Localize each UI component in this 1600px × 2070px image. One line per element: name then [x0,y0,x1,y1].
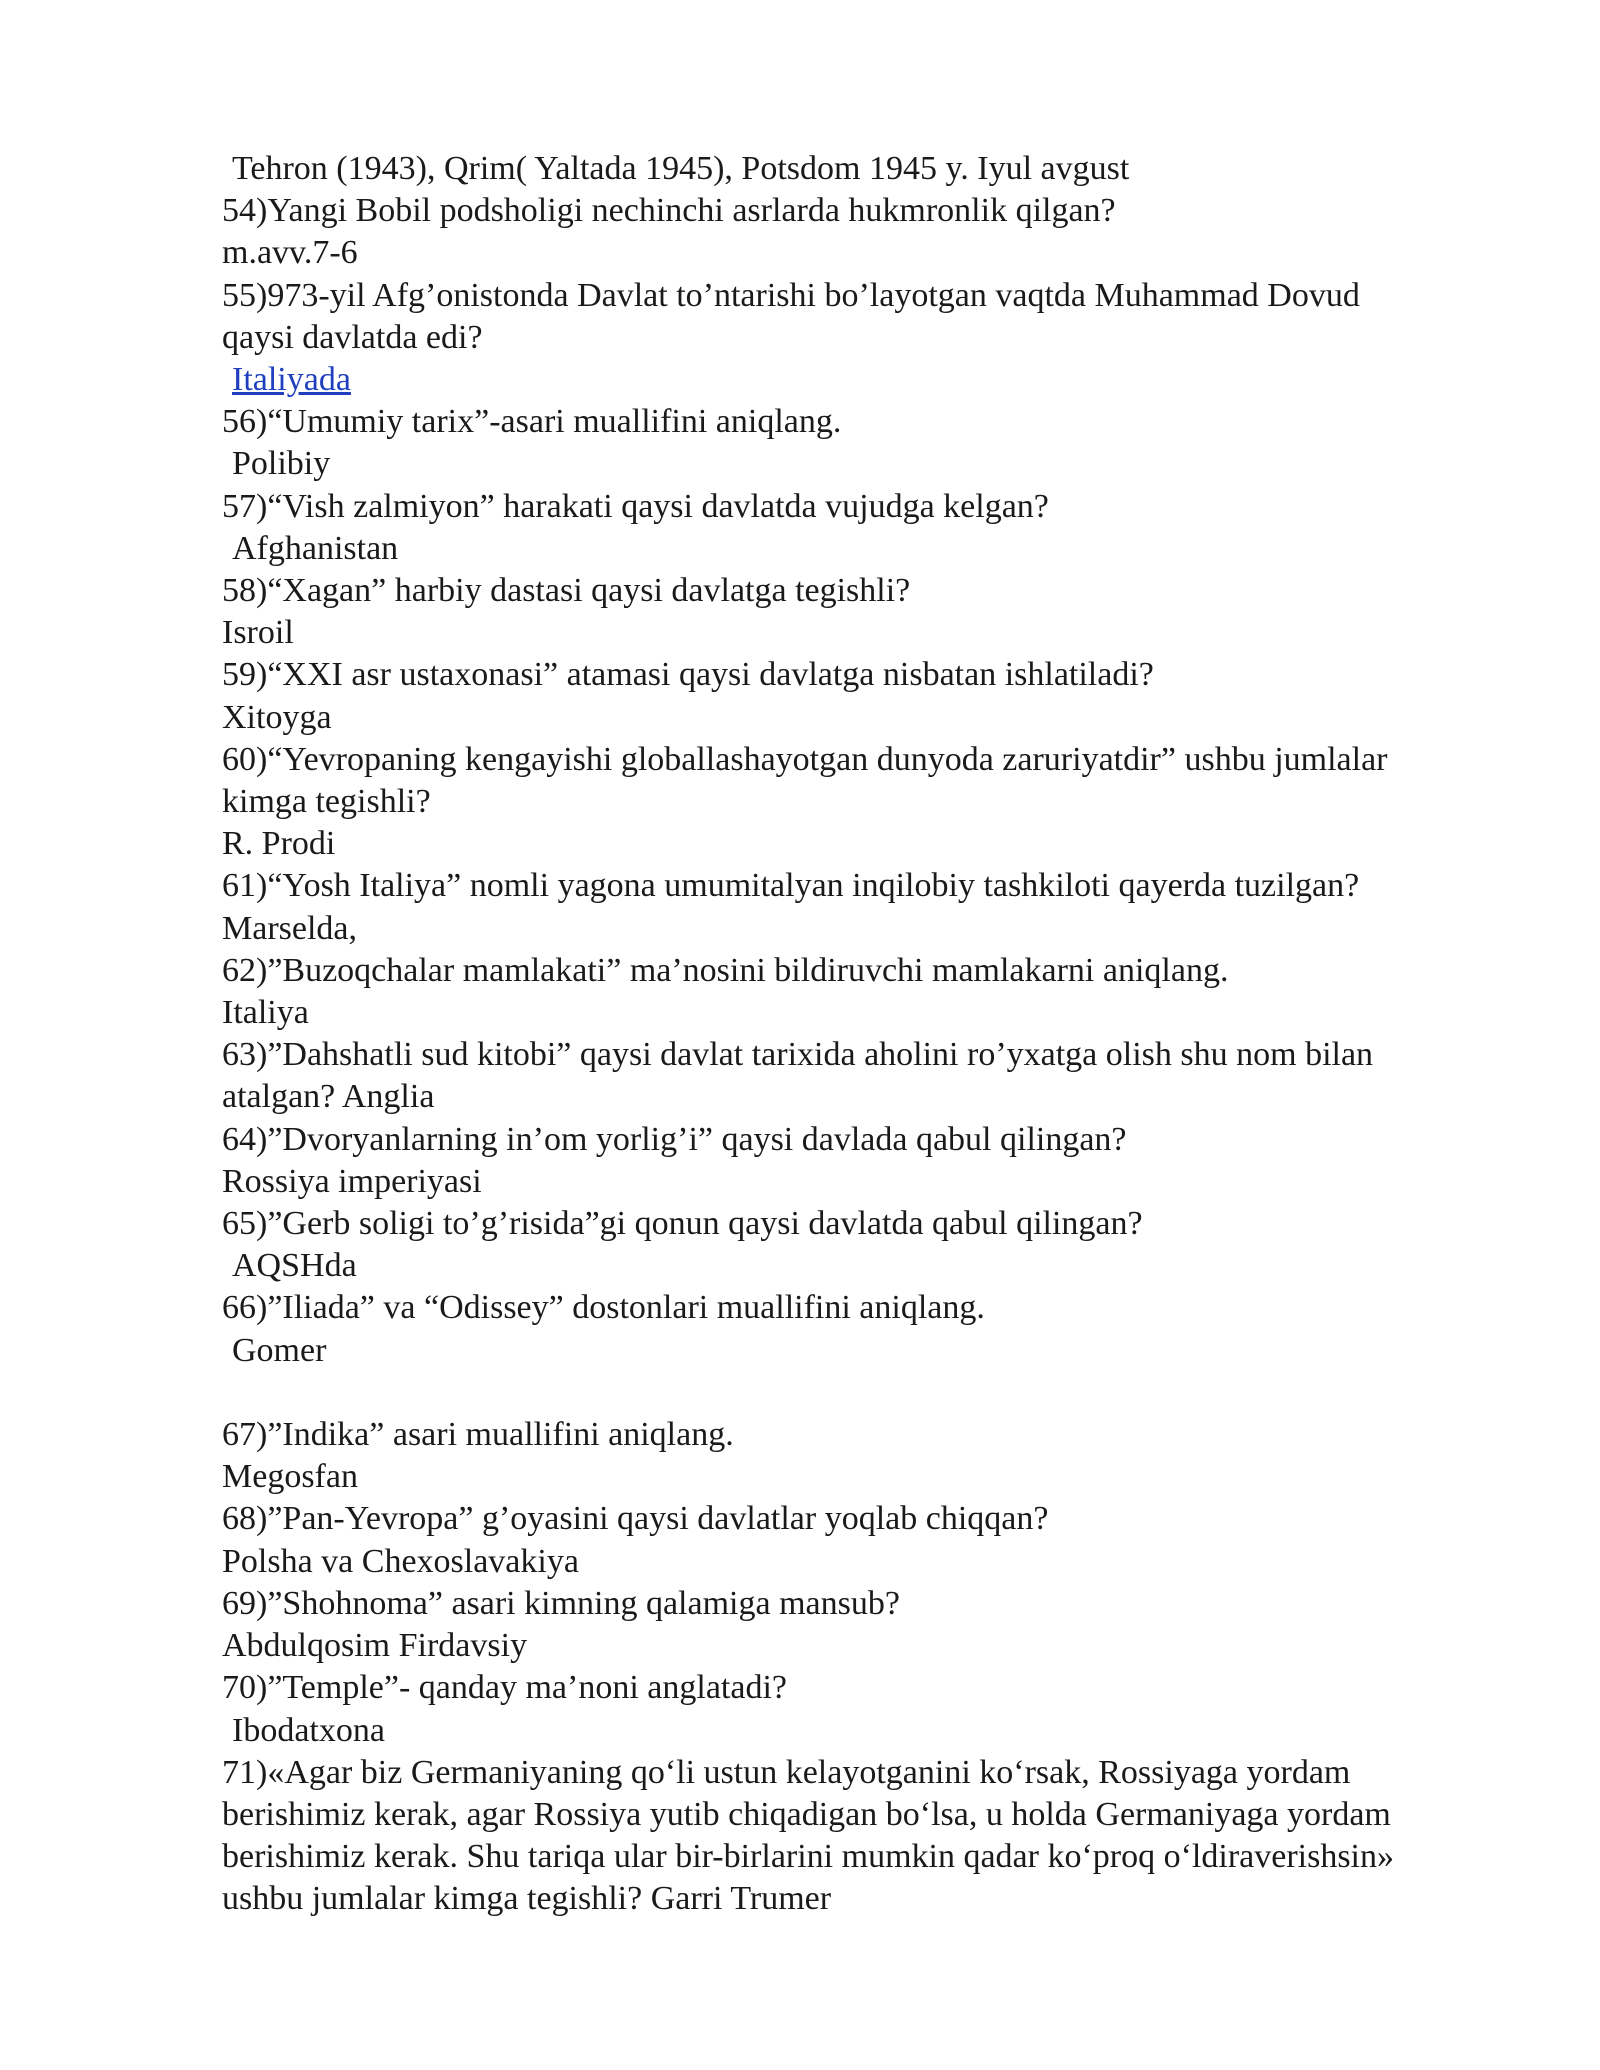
question-line: 61)“Yosh Italiya” nomli yagona umumitalyan inqilobiy tashkiloti qayerda tuzilgan? [222,867,1360,905]
text-line: Isroil [222,614,294,652]
text-line: Rossiya imperiyasi [222,1162,482,1200]
question-line: 62)”Buzoqchalar mamlakati” ma’nosini bildiruvchi mamlakarni aniqlang. [222,951,1229,989]
document-page [222,148,1522,1921]
question-line: 65)”Gerb soligi to’g’risida”gi qonun qaysi davlatda qabul qilingan? [222,1205,1143,1243]
question-line: 63)”Dahshatli sud kitobi” qaysi davlat tarixida aholini ro’yxatga olish shu nom bilan [222,1036,1374,1074]
question-line: 56)“Umumiy tarix”-asari muallifini aniqlang. [222,403,842,441]
text-line: Tehron (1943), Qrim( Yaltada 1945), Potsdom 1945 y. Iyul avgust [232,150,1130,187]
text-line: Polsha va Chexoslavakiya [222,1542,579,1580]
text-line: AQSHda [232,1247,357,1285]
text-line: Abdulqosim Firdavsiy [222,1627,528,1665]
question-line: 71)«Agar biz Germaniyaning qo‘li ustun kelayotganini ko‘rsak, Rossiyaga yordam [222,1753,1351,1791]
text-line: Afghanistan [232,529,399,567]
question-line: 69)”Shohnoma” asari kimning qalamiga mansub? [222,1584,900,1622]
text-line: kimga tegishli? [222,783,431,821]
document-lines [222,148,1522,1921]
question-line: 64)”Dvoryanlarning in’om yorlig’i” qaysi davlada qabul qilingan? [222,1120,1127,1158]
question-line: 58)“Xagan” harbiy dastasi qaysi davlatga tegishli? [222,572,911,610]
question-line: 70)”Temple”- qanday ma’noni anglatadi? [222,1669,787,1707]
text-line: Marselda, [222,909,358,947]
question-line: 66)”Iliada” va “Odissey” dostonlari muallifini aniqlang. [222,1289,985,1327]
text-line: Ibodatxona [232,1711,385,1749]
text-line: Megosfan [222,1458,358,1496]
text-line: Italiya [222,994,309,1032]
answer-line [222,359,1522,401]
question-line: 55)973-yil Afg’onistonda Davlat to’ntarishi bo’layotgan vaqtda Muhammad Dovud [222,276,1360,314]
text-line: Xitoyga [222,698,332,736]
blank-line [222,1372,1522,1414]
text-line: berishimiz kerak, agar Rossiya yutib chiqadigan bo‘lsa, u holda Germaniyaga yordam [222,1795,1391,1833]
question-line: 60)“Yevropaning kengayishi globallashayotgan dunyoda zaruriyatdir” ushbu jumlalar [222,740,1388,778]
answer-link[interactable]: Italiyada [232,361,351,399]
text-line: atalgan? Anglia [222,1078,435,1116]
question-line: 59)“XXI asr ustaxonasi” atamasi qaysi davlatga nisbatan ishlatiladi? [222,656,1154,694]
text-line: m.avv.7-6 [222,234,358,272]
question-line: 54)Yangi Bobil podsholigi nechinchi asrlarda hukmronlik qilgan? [222,192,1116,230]
text-line: berishimiz kerak. Shu tariqa ular bir-birlarini mumkin qadar ko‘proq o‘ldiraverishsin» [222,1838,1395,1876]
text-line: ushbu jumlalar kimga tegishli? Garri Trumer [222,1880,832,1918]
text-line: Polibiy [232,445,331,483]
text-line: Gomer [232,1331,327,1369]
question-line: 67)”Indika” asari muallifini aniqlang. [222,1416,734,1454]
text-line: R. Prodi [222,825,336,863]
text-line: qaysi davlatda edi? [222,318,483,356]
question-line: 68)”Pan-Yevropa” g’oyasini qaysi davlatlar yoqlab chiqqan? [222,1500,1049,1538]
question-line: 57)“Vish zalmiyon” harakati qaysi davlatda vujudga kelgan? [222,487,1049,525]
